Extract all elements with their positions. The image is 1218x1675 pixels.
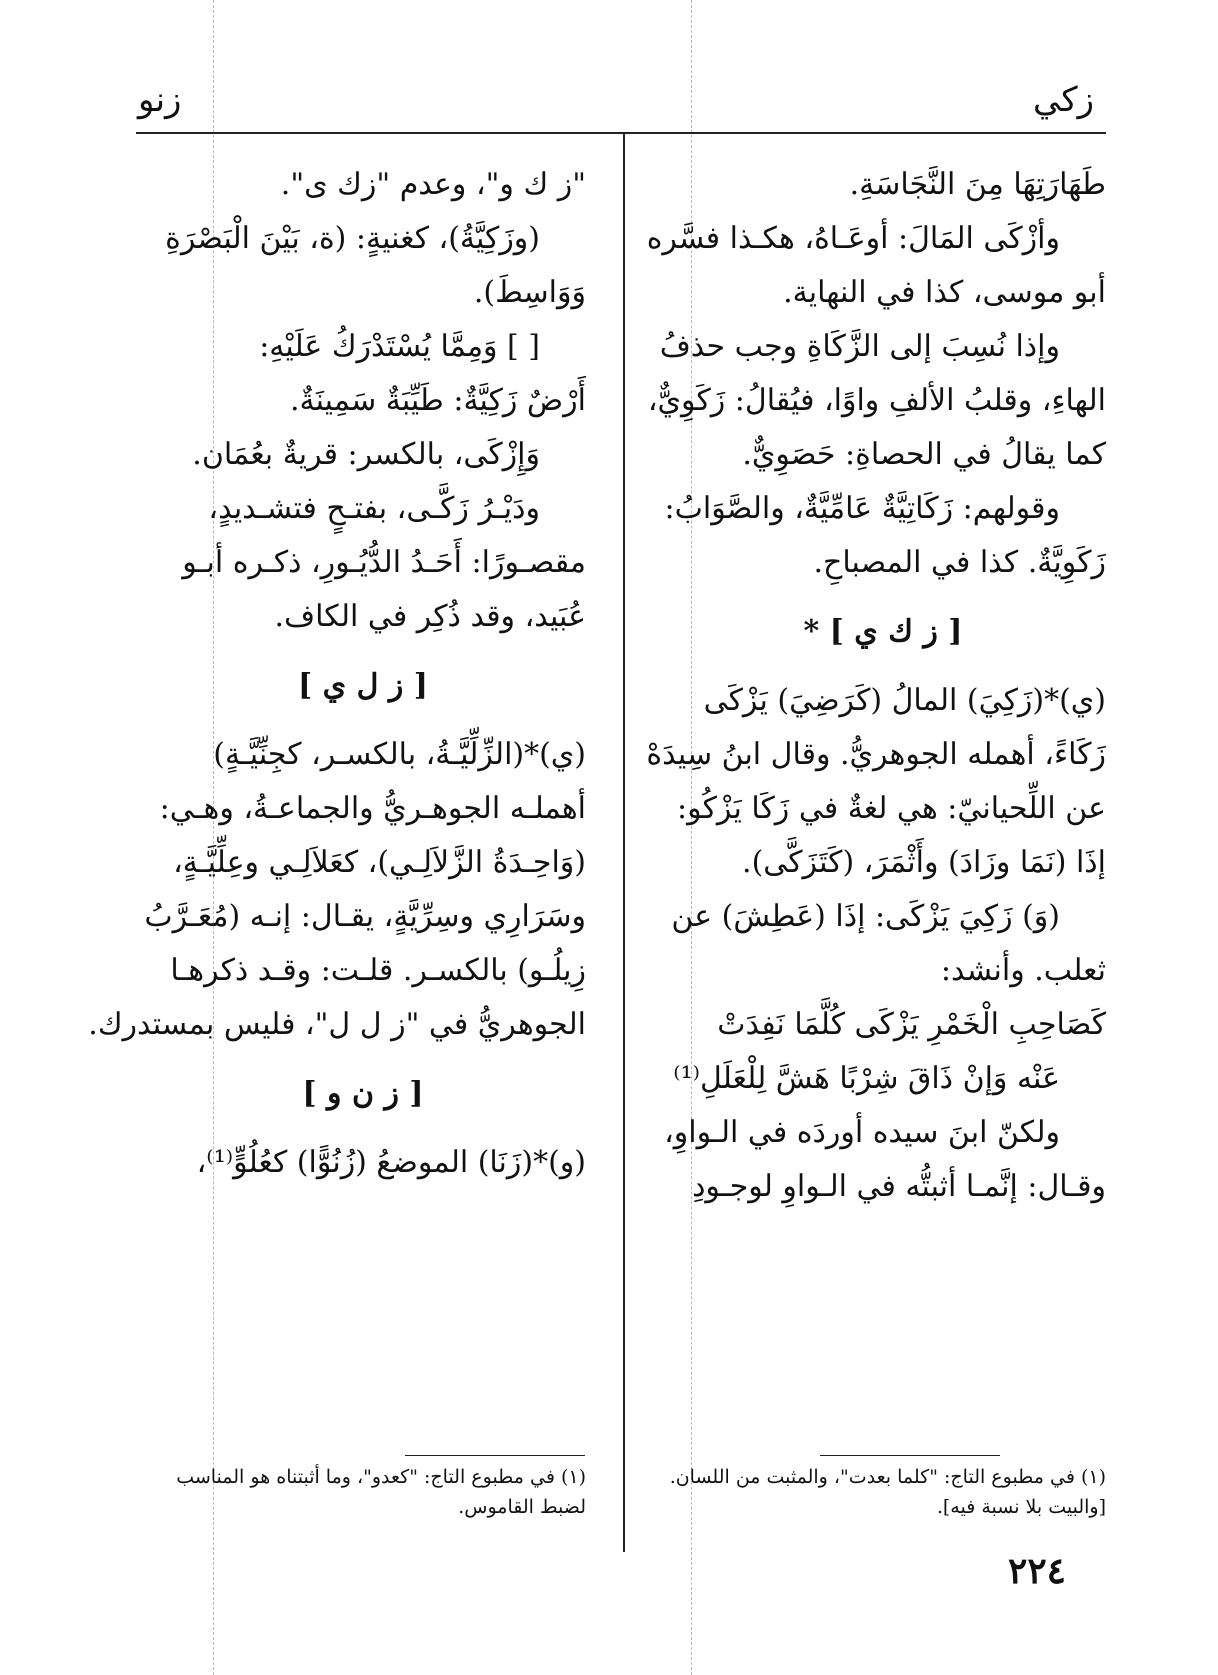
entry-heading: [ ز ن و ] xyxy=(302,1076,424,1111)
text-line: وإذا نُسِبَ إلى الزَّكَاةِ وجب حذفُ xyxy=(659,329,1060,364)
text-line: ودَيْـرُ زَكَّـى، بفتـحٍ فتشـديدٍ، xyxy=(208,491,540,526)
text-line: [ ] وَمِمَّا يُسْتَدْرَكُ عَلَيْهِ: xyxy=(259,329,540,364)
text-line: وأزْكَى المَالَ: أوعَـاهُ، هكـذا فسَّره xyxy=(646,221,1060,256)
verse-line: كَصَاحِبِ الْخَمْرِ يَزْكَى كُلَّمَا نَفِدَتْ xyxy=(717,1007,1106,1042)
right-column xyxy=(646,158,1106,1214)
text-line: وسَرَارِي وسِرِّيَّةٍ، يقـال: إنـه (مُعَـرَّبُ xyxy=(144,899,586,934)
footnote-rule-right xyxy=(820,1455,1000,1456)
text-line: الهاءِ، وقلبُ الألفِ واوًا، فيُقالُ: زَكَوِيٌّ، xyxy=(647,383,1106,418)
text-line: (ي)*(الزِّلِّيَّـةُ، بالكسـر، كجِنِّيَّـةٍ) xyxy=(213,737,586,772)
text-line: "ز ك و"، وعدم "زك ى". xyxy=(280,167,586,202)
text-line: عُبَيد، وقد ذُكِر في الكاف. xyxy=(274,599,586,634)
page-number: ٢٢٤ xyxy=(1008,1550,1067,1592)
footnote-left: (١) في مطبوع التاج: "كعدو"، وما أثبتناه هو المناسب لضبط القاموس. xyxy=(176,1466,586,1518)
text-line: كما يقالُ في الحصاةِ: حَصَوِيٌّ. xyxy=(742,437,1106,472)
text-line: ولكنّ ابنَ سيده أوردَه في الـواوِ، xyxy=(664,1115,1060,1150)
text-line: (وَاحِـدَةُ الزَّلاَلِـي)، كعَلاَلِـي وعِلِّيَّـةٍ، xyxy=(173,845,586,880)
text-line: أبو موسى، كذا في النهاية. xyxy=(783,275,1106,310)
text-line: وقـال: إنَّمـا أثبتُّه في الـواوِ لوجـودِ xyxy=(692,1169,1106,1204)
text-line: زَكَوِيَّةٌ. كذا في المصباحِ. xyxy=(813,545,1106,580)
verse-line: عَنْه وَإنْ ذَاقَ شِرْبًا هَشَّ لِلْعَلَلِ⁽¹⁾ xyxy=(673,1061,1060,1096)
text-line: (وزَكِيَّةُ)، كغنيةٍ: (ة، بَيْنَ الْبَصْرَةِ xyxy=(165,221,540,256)
text-line: (وَ) زَكِيَ يَزْكَى: إذَا (عَطِشَ) عن xyxy=(671,899,1060,934)
text-line: إذَا (نَمَا وزَادَ) وأَثْمَرَ، (كَتَزَكَّى). xyxy=(742,845,1106,880)
text-line: وقولهم: زَكَاتِيَّةٌ عَامِّيَّةٌ، والصَّوَابُ: xyxy=(664,491,1060,526)
text-line: زِيلُـو) بالكسـر. قلـت: وقـد ذكرهـا xyxy=(170,953,586,988)
text-line: وَإِزْكَى، بالكسر: قريةٌ بعُمَان. xyxy=(192,437,540,472)
text-line: ثعلب. وأنشد: xyxy=(940,953,1106,988)
entry-heading: [ ز ل ي ] xyxy=(298,668,428,703)
text-line: (و)*(زَنَا) الموضعُ (زُنُوًّا) كعُلُوٍّ⁽¹⁾، xyxy=(196,1145,586,1180)
left-column xyxy=(88,158,586,1190)
text-line: أَرْضٌ زَكِيَّةٌ: طَيِّبَةٌ سَمِينَةٌ. xyxy=(290,383,586,418)
text-line: مقصـورًا: أَحَـدُ الدُّيُـورِ، ذكـره أبـو xyxy=(182,545,586,580)
column-divider xyxy=(623,132,625,1552)
text-line: أهملـه الجوهـريُّ والجماعـةُ، وهـي: xyxy=(159,791,586,826)
footnote-rule-left xyxy=(405,1455,585,1456)
text-line: طَهَارَتِهَا مِنَ النَّجَاسَةِ. xyxy=(849,167,1106,202)
text-line: عن اللِّحيانيّ: هي لغةٌ في زَكَا يَزْكُو: xyxy=(677,791,1106,826)
text-line: الجوهريُّ في "ز ل ل"، فليس بمستدرك. xyxy=(88,1007,586,1042)
footnote-right: (١) في مطبوع التاج: "كلما بعدت"، والمثبت من اللسان. [والبيت بلا نسبة فيه]. xyxy=(669,1466,1106,1518)
text-line: وَوَاسِطَ). xyxy=(473,275,586,310)
text-line: زَكَاءً، أهمله الجوهريُّ. وقال ابنُ سِيدَهْ xyxy=(646,737,1106,772)
header-right-title: زكي xyxy=(1033,80,1094,120)
text-line: (ي)*(زَكِيَ) المالُ (كَرَضِيَ) يَزْكَى xyxy=(703,683,1106,718)
entry-heading: [ ز ك ي ] * xyxy=(803,614,963,649)
header-rule xyxy=(136,132,1106,134)
header-left-title: زنو xyxy=(138,80,182,120)
